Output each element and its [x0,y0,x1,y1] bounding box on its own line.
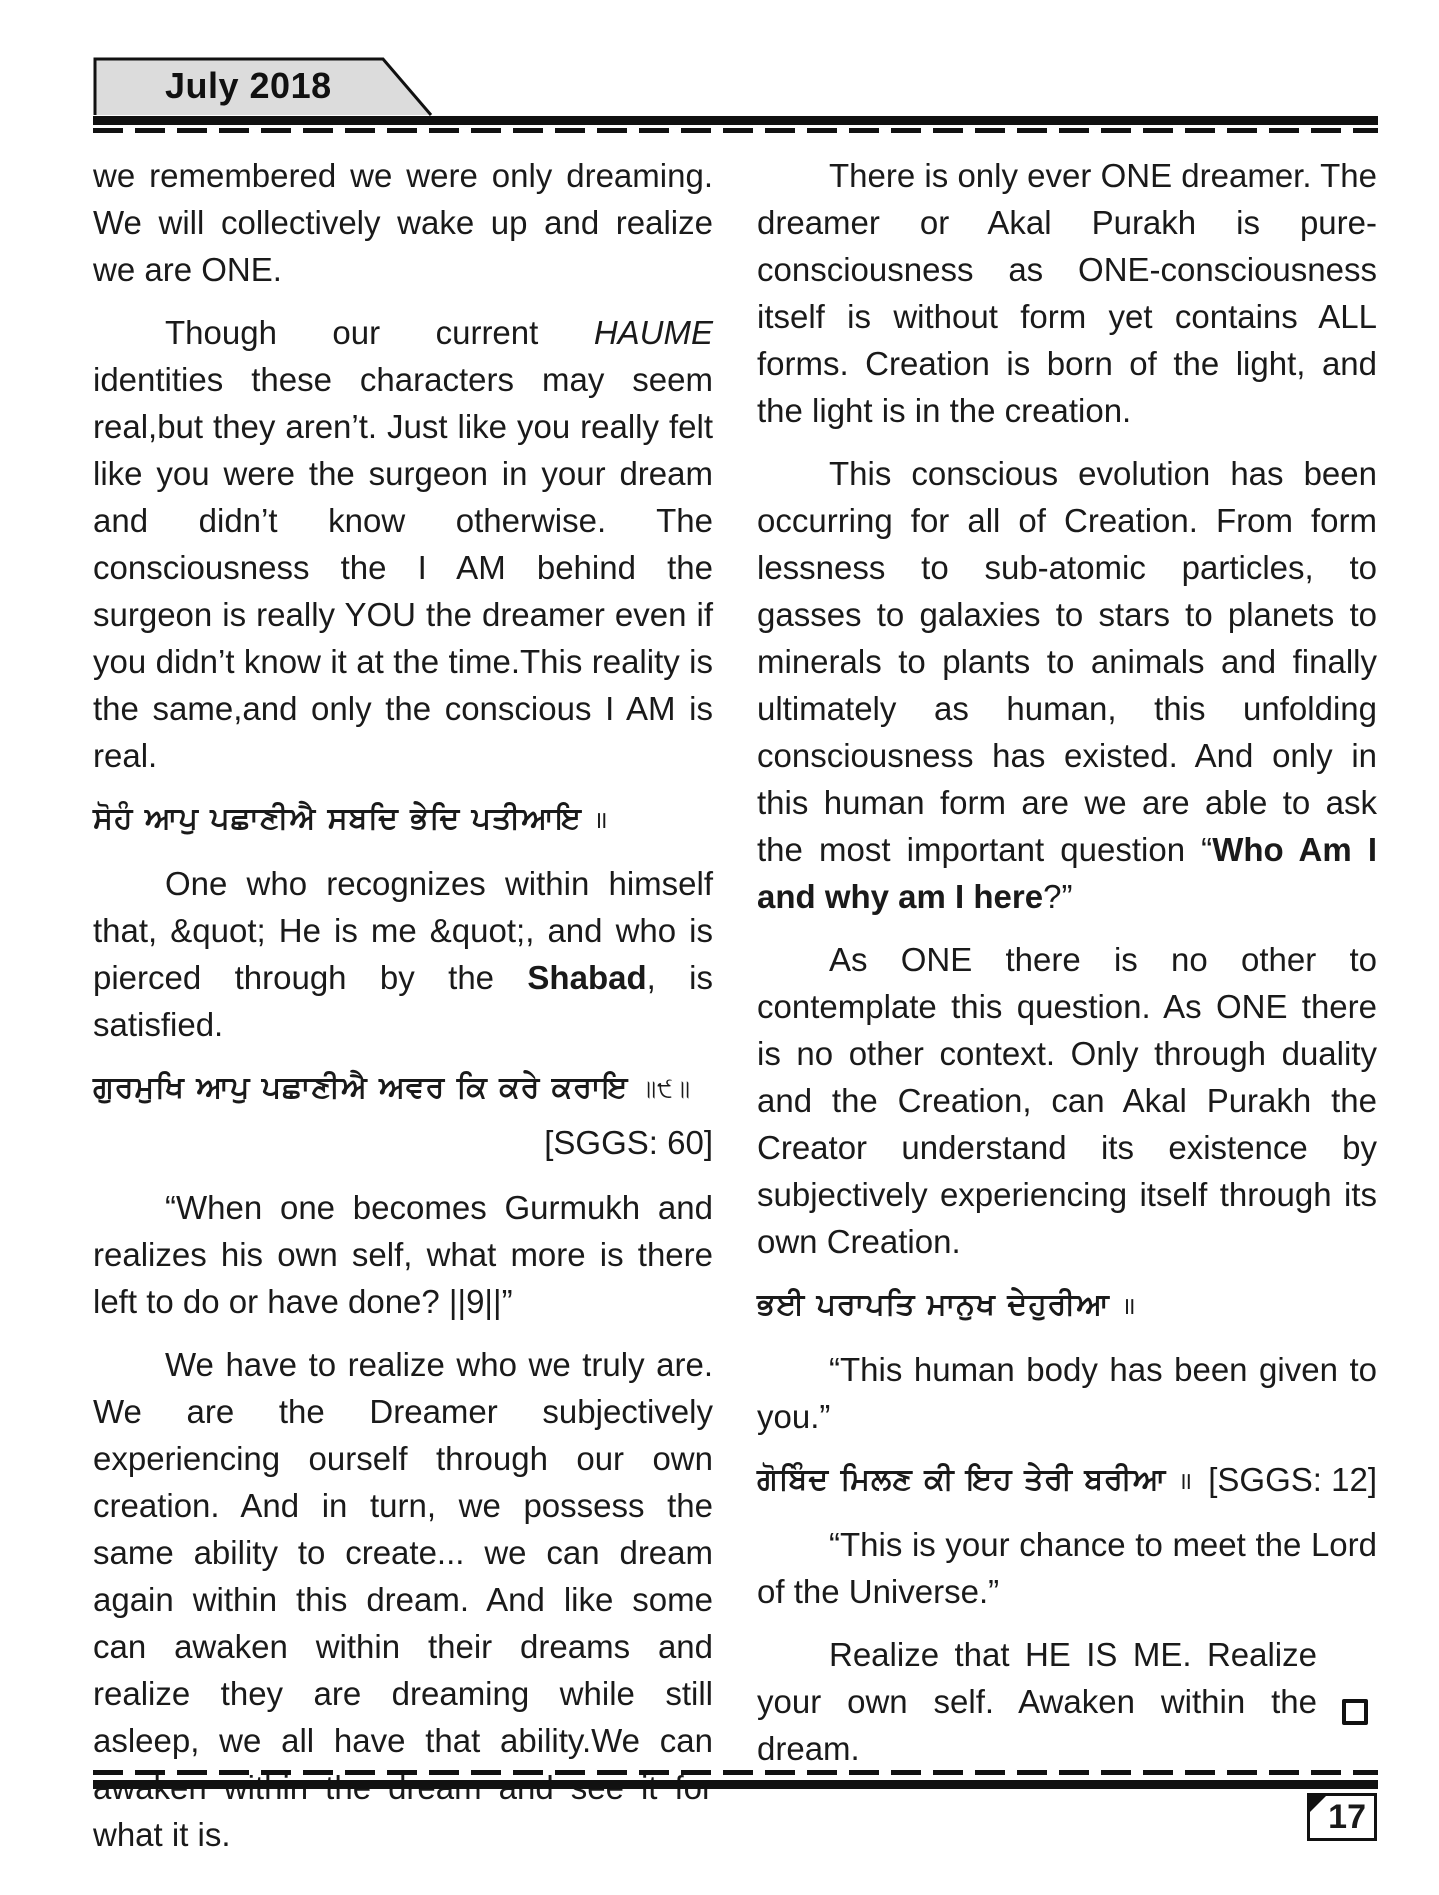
paragraph: One who recognizes within himself that, &quot; He is me &quot;, and who is pierced through by the Shabad, is satisfied. [93,865,714,1043]
gurbani-verse: ਸੋਹੰ ਆਪੁ ਪਛਾਣੀਐ ਸਬਦਿ ਭੇਦਿ ਪਤੀਆਇ ॥ [93,801,609,836]
paragraph: “This human body has been given to you.” [757,1351,1377,1435]
paragraph: We have to realize who we truly are. We are the Dreamer subjectively experiencing ourself through our own creation. And in turn, we possess the same ability to create... we can dream again within this dream. And like some can awaken within their dreams and realize they are dreaming while still asleep, we all have that ability.We can what it is. [93,1346,713,1853]
gurbani-verse: ਗੁਰਮੁਖਿ ਆਪੁ ਪਛਾਣੀਐ ਅਵਰ ਕਿ ਕਰੇ ਕਰਾਇ ॥੯॥ [93,1070,692,1105]
footer-dash-rule [93,1770,1378,1775]
header-dash-rule [93,128,1378,133]
header-rule [93,116,1378,125]
header-tab [93,57,433,117]
page-corner-icon [1307,1793,1329,1815]
paragraph: Though our current HAUME identities these characters may seem real,but they aren’t. Just like you really felt like you were the surgeon in your dream and didn’t know otherwise. The consciousness the I AM behind the surgeon is really YOU the dreamer even if you didn’t know it at the time.This reality is the same,and only the conscious I AM is real. [93,314,713,774]
paragraph: Realize that HE IS ME. Realize your own self. Awaken within the dream. [757,1636,1317,1767]
paragraph: “This is your chance to meet the Lord of the Universe.” [757,1526,1377,1610]
paragraph: This conscious evolution has been occurring for all of Creation. From form lessness to sub-atomic particles, to gasses to galaxies to stars to planets to minerals to plants to animals and finally ultimately as human, this unfolding consciousness has existed. And only in this human form are we are able to ask the most important question “Who Am I and why am I here?” [757,455,1378,915]
paragraph: As ONE there is no other to contemplate this question. As ONE there is no other context. Only through duality and the Creation, can Akal Purakh the Creator understand its existence by subjectively experiencing itself through its own Creation. [757,941,1377,1260]
gurbani-verse: ਗੋਬਿੰਦ ਮਿਲਣ ਕੀ ਇਹ ਤੇਰੀ ਬਰੀਆ ॥ [SGGS: 12] [757,1456,1377,1505]
paragraph: There is only ever ONE dreamer. The dreamer or Akal Purakh is pure-consciousness as ONE-consciousness itself is without form yet contains ALL forms. Creation is born of the light, and the light is in the creation. [757,157,1377,429]
citation: [SGGS: 12] [1208,1461,1377,1498]
right-column [757,152,1377,1788]
paragraph: we remembered we were only dreaming. We will collectively wake up and realize we are ONE. [93,157,713,288]
gurbani-verse: ਭਈ ਪਰਾਪਤਿ ਮਾਨੁਖ ਦੇਹੁਰੀਆ ॥ [757,1287,1137,1322]
paragraph: “When one becomes Gurmukh and realizes his own self, what more is there left to do or have done? ||9||” [93,1189,713,1320]
footer-rule [93,1780,1378,1789]
left-column [93,152,713,1874]
question-bold: Who Am I and why am I here [757,831,1378,915]
shabad-term: Shabad [527,959,647,996]
haume-term: HAUME [593,314,713,351]
end-of-article-box-icon [1342,1699,1368,1725]
page-number: 17 [1307,1793,1377,1841]
issue-date: July 2018 [165,65,332,106]
citation: [SGGS: 60] [544,1124,713,1161]
